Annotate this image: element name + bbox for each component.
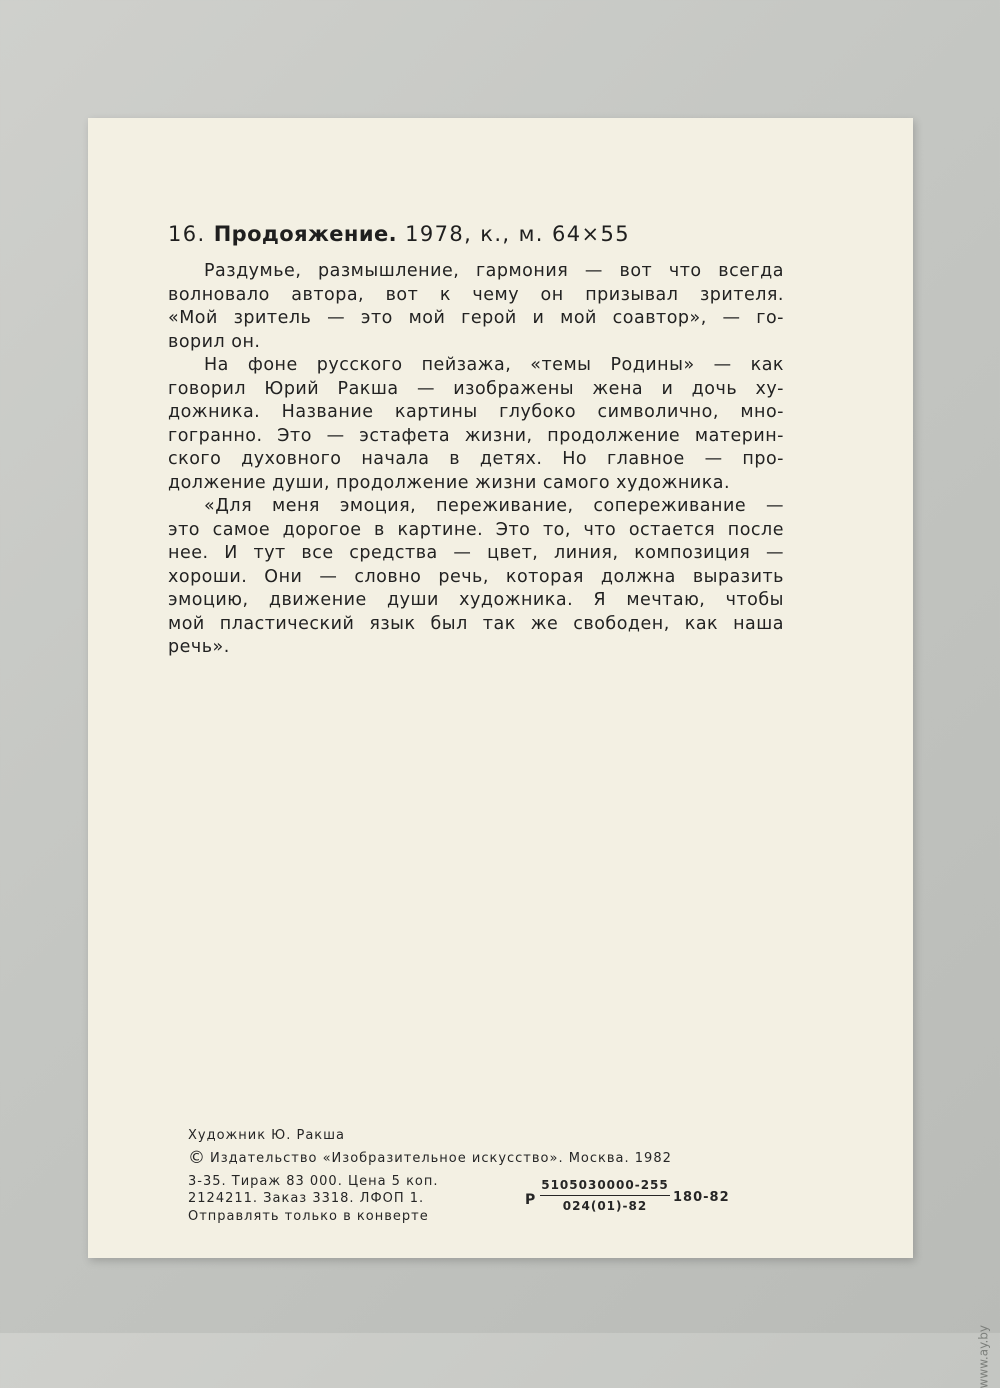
description-text bbox=[168, 260, 784, 660]
text-line: хороши. Они — словно речь, которая должна выразить bbox=[168, 566, 784, 587]
painting-title: Продояжение. bbox=[213, 222, 397, 246]
text-line: эмоцию, движение души художника. Я мечтаю, чтобы bbox=[168, 590, 784, 610]
publisher-text: Издательство «Изобразительное искусство». Москва. 1982 bbox=[210, 1151, 672, 1166]
text-line: Раздумье, размышление, гармония — вот что всегда bbox=[204, 261, 784, 281]
text-line: речь». bbox=[168, 637, 230, 657]
paragraph-2 bbox=[168, 354, 784, 495]
copyright-icon: © bbox=[188, 1148, 206, 1168]
text-line: На фоне русского пейзажа, «темы Родины» — как bbox=[204, 355, 784, 375]
text-line: говорил Юрий Ракша — изображены жена и дочь ху- bbox=[168, 378, 784, 399]
artist-credit: Художник Ю. Ракша bbox=[188, 1128, 346, 1143]
painting-heading bbox=[168, 222, 630, 246]
text-line: нее. И тут все средства — цвет, линия, композиция — bbox=[168, 543, 784, 563]
text-line: ского духовного начала в детях. Но главное — про- bbox=[168, 449, 784, 469]
index-code-fraction bbox=[540, 1178, 670, 1213]
paragraph-3 bbox=[168, 495, 784, 660]
text-line: гогранно. Это — эстафета жизни, продолжение материн- bbox=[168, 425, 784, 446]
text-line: волновало автора, вот к чему он призывал зрителя. bbox=[168, 284, 784, 305]
text-line: «Мой зритель — это мой герой и мой соавтор», — го- bbox=[168, 308, 784, 328]
text-line: мой пластический язык был так же свободен, как наша bbox=[168, 613, 784, 634]
painting-number: 16. bbox=[168, 222, 206, 246]
text-line: это самое дорогое в картине. Это то, что остается после bbox=[168, 519, 784, 540]
painting-details: 1978, к., м. 64×55 bbox=[405, 222, 630, 246]
paragraph-1 bbox=[168, 260, 784, 354]
order-line: 2124211. Заказ 3318. ЛФОП 1. bbox=[188, 1191, 425, 1206]
index-code-top: 5105030000-255 bbox=[540, 1178, 670, 1196]
publisher-line bbox=[188, 1148, 672, 1168]
print-run-line: 3-35. Тираж 83 000. Цена 5 коп. bbox=[188, 1174, 439, 1189]
index-code-letter: Р bbox=[525, 1192, 537, 1208]
text-line: «Для меня эмоция, переживание, сопереживание — bbox=[204, 496, 784, 516]
index-code-suffix: 180-82 bbox=[673, 1190, 730, 1205]
index-code-bottom: 024(01)-82 bbox=[562, 1199, 648, 1213]
text-line: должение души, продолжение жизни самого художника. bbox=[168, 472, 731, 493]
mailing-note: Отправлять только в конверте bbox=[188, 1209, 429, 1224]
site-watermark: www.ay.by bbox=[976, 1325, 990, 1388]
text-line: ворил он. bbox=[168, 331, 261, 352]
text-line: дожника. Название картины глубоко символично, мно- bbox=[168, 402, 784, 422]
